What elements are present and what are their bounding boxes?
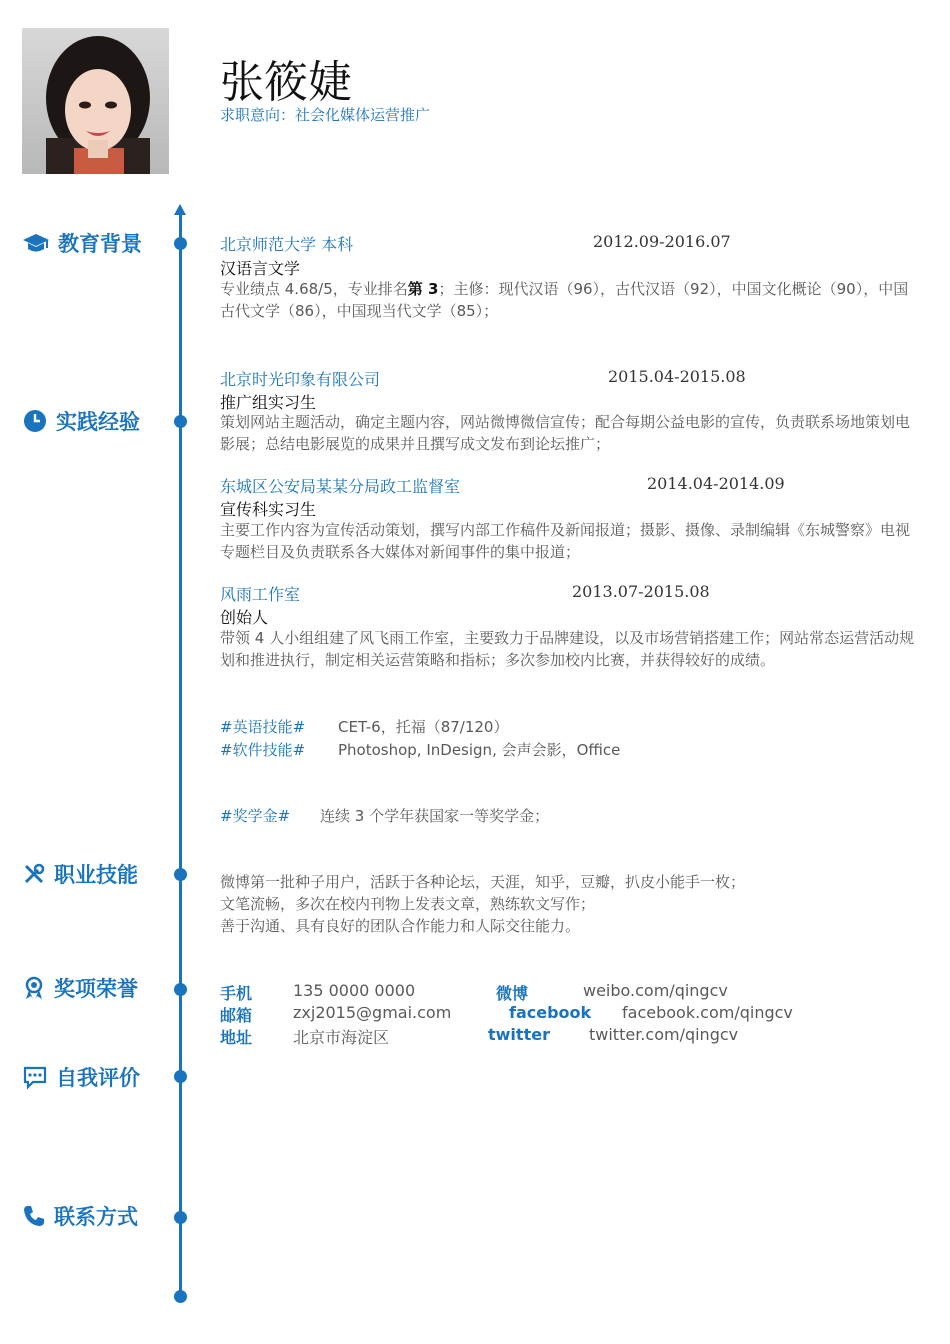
self-eval-line: 善于沟通、具有良好的团队合作能力和人际交往能力。: [220, 917, 581, 935]
education-major: 汉语言文学: [220, 259, 301, 278]
experience-desc: 策划网站主题活动，确定主题内容，网站微博微信宣传；配合每期公益电影的宣传，负责联系场地策划电影展；总结电影展览的成果并且撰写成文发布到论坛推广；: [220, 413, 911, 453]
experience-role: 宣传科实习生: [220, 500, 317, 519]
contact-address: 北京市海淀区: [293, 1028, 390, 1047]
experience-org: 东城区公安局某某分局政工监督室: [220, 477, 461, 496]
timeline-dot: [174, 1070, 187, 1083]
timeline-arrow: [174, 204, 186, 215]
clock-icon: [22, 408, 48, 434]
experience-date: 2014.04-2014.09: [647, 474, 785, 493]
experience-org: 风雨工作室: [220, 585, 301, 604]
contact-phone: 135 0000 0000: [293, 981, 416, 1000]
timeline-dot: [174, 983, 187, 996]
section-education: [22, 228, 142, 258]
experience-desc: 带领 4 人小组组建了风飞雨工作室，主要致力于品牌建设，以及市场营销搭建工作；网站常态运营活动规划和推进执行，制定相关运营策略和指标；多次参加校内比赛，并获得较好的成绩。: [220, 629, 915, 669]
section-title: 职业技能: [54, 863, 138, 887]
award-value: 连续 3 个学年获国家一等奖学金；: [320, 807, 550, 825]
contact-twitter: twitter.com/qingcv: [589, 1025, 739, 1044]
contact-email-label: 邮箱: [220, 1006, 253, 1025]
job-objective: 求职意向：社会化媒体运营推广: [220, 106, 431, 124]
section-title: 奖项荣誉: [54, 977, 138, 1001]
skill-value: CET-6，托福（87/120）: [338, 718, 509, 736]
timeline-dot: [174, 1290, 187, 1303]
timeline-dot: [174, 868, 187, 881]
contact-weibo: weibo.com/qingcv: [583, 981, 728, 1000]
candidate-name: 张筱婕: [220, 57, 352, 108]
chat-bubble-icon: [22, 1064, 48, 1090]
graduation-cap-icon: [22, 231, 50, 255]
section-contact: [22, 1201, 138, 1231]
section-title: 实践经验: [56, 410, 140, 434]
experience-role: 推广组实习生: [220, 393, 317, 412]
education-detail: 专业绩点 4.68/5，专业排名第 3；主修：现代汉语（96），古代汉语（92），中国文化概论（90），中国古代文学（86），中国现当代文学（85）；: [220, 280, 909, 320]
contact-phone-label: 手机: [220, 984, 253, 1003]
experience-role: 创始人: [220, 608, 269, 627]
experience-org: 北京时光印象有限公司: [220, 370, 381, 389]
self-eval-line: 文笔流畅，多次在校内刊物上发表文章，熟练软文写作；: [220, 895, 596, 913]
experience-date: 2015.04-2015.08: [608, 367, 746, 386]
skill-tag: #英语技能#: [220, 718, 306, 736]
timeline-dot: [174, 415, 187, 428]
phone-icon: [22, 1204, 46, 1228]
section-self-eval: [22, 1062, 140, 1092]
award-ribbon-icon: [22, 975, 46, 1001]
section-title: 自我评价: [56, 1066, 140, 1090]
section-experience: [22, 406, 140, 436]
contact-facebook-label: facebook: [509, 1003, 592, 1022]
section-title: 教育背景: [58, 232, 142, 256]
timeline-line: [179, 210, 182, 1298]
contact-email: zxj2015@gmai.com: [293, 1003, 452, 1022]
rank-highlight: 第 3: [407, 280, 439, 298]
section-awards: [22, 973, 138, 1003]
education-school: 北京师范大学 本科: [220, 235, 354, 254]
section-skills: [22, 859, 138, 889]
experience-desc: 主要工作内容为宣传活动策划，撰写内部工作稿件及新闻报道；摄影、摄像、录制编辑《东城警察》电视专题栏目及负责联系各大媒体对新闻事件的集中报道；: [220, 521, 911, 561]
timeline-dot: [174, 1211, 187, 1224]
profile-photo: [22, 28, 169, 174]
contact-weibo-label: 微博: [496, 984, 529, 1003]
contact-address-label: 地址: [220, 1028, 253, 1047]
section-title: 联系方式: [54, 1205, 138, 1229]
education-date: 2012.09-2016.07: [593, 232, 731, 251]
experience-date: 2013.07-2015.08: [572, 582, 710, 601]
skill-tag: #软件技能#: [220, 741, 306, 759]
tools-icon: [22, 862, 46, 886]
award-tag: #奖学金#: [220, 807, 291, 825]
timeline-dot: [174, 237, 187, 250]
self-eval-line: 微博第一批种子用户，活跃于各种论坛，天涯，知乎，豆瓣，扒皮小能手一枚；: [220, 873, 746, 891]
contact-facebook: facebook.com/qingcv: [622, 1003, 793, 1022]
skill-value: Photoshop, InDesign, 会声会影，Office: [338, 741, 621, 759]
contact-twitter-label: twitter: [488, 1025, 550, 1044]
